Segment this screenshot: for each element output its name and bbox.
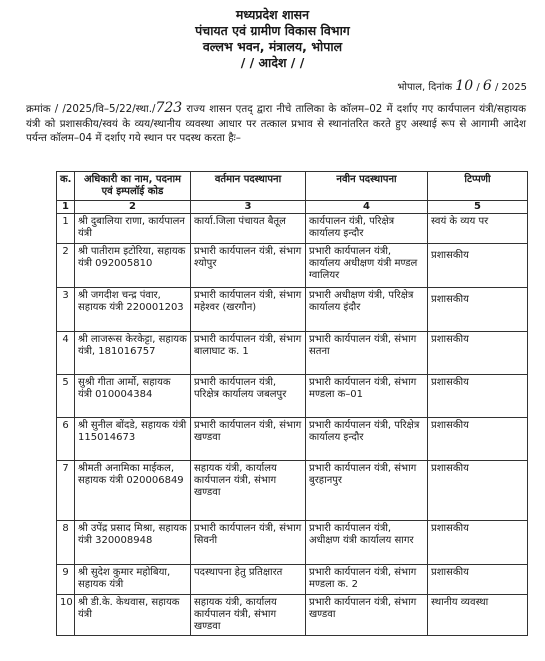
officer-cell: श्री सुनील बोंदडे, सहायक यंत्री 115014673 (75, 418, 191, 461)
serial-cell: 2 (57, 244, 75, 288)
table-row (57, 565, 528, 595)
serial-cell: 4 (57, 332, 75, 375)
officer-cell: श्री सुदेश कुमार महोबिया, सहायक यंत्री (75, 565, 191, 595)
order-paragraph (26, 101, 526, 146)
table-row (57, 375, 528, 418)
table-row (57, 418, 528, 461)
remark-cell: प्रशासकीय (428, 461, 528, 521)
current-posting-cell: प्रभारी कार्यपालन यंत्री, परिक्षेत्र कार्यालय जबलपुर (191, 375, 306, 418)
kramank-label: क्रमांक (26, 103, 51, 115)
date-month: 6 (482, 78, 492, 94)
new-posting-cell: प्रभारी कार्यपालन यंत्री, संभाग मण्डला क. 2 (306, 565, 428, 595)
header-new-posting: नवीन पदस्थापना (306, 172, 428, 201)
header-current-posting: वर्तमान पदस्थापना (191, 172, 306, 201)
remark-cell: प्रशासकीय (428, 288, 528, 332)
new-posting-cell: प्रभारी कार्यपालन यंत्री, परिक्षेत्र कार्यालय इन्दौर (306, 418, 428, 461)
new-posting-cell: प्रभारी अधीक्षण यंत्री, परिक्षेत्र कार्यालय इंदौर (306, 288, 428, 332)
new-posting-cell: प्रभारी कार्यपालन यंत्री, संभाग मण्डला क–01 (306, 375, 428, 418)
officer-cell: श्री उपेंद्र प्रसाद मिश्रा, सहायक यंत्री 320008948 (75, 521, 191, 565)
col-number: 5 (428, 201, 528, 214)
govt-title: मध्यप्रदेश शासन (235, 7, 310, 22)
serial-cell: 8 (57, 521, 75, 565)
date-day: 10 (455, 78, 474, 94)
officer-cell: श्री दुबालिया राणा, कार्यपालन यंत्री (75, 214, 191, 244)
serial-cell: 6 (57, 418, 75, 461)
header-officer: अधिकारी का नाम, पदनाम एवं इम्पलॉई कोड (75, 172, 191, 201)
remark-cell: प्रशासकीय (428, 244, 528, 288)
order-text: राज्य शासन एतद् द्वारा नीचे तालिका के कॉलम–02 में दर्शाए गए कार्यपालन यंत्री/सहायक यंत्री को प्रशासकीय/स्वयं के व्यय/स्थानीय व्यवस्था आधार पर तत्काल प्रभाव से स्थानांतरित करते हुए अस्थाई रूप से आगामी आदेश पर्यन्त कॉलम–04 में दर्शाए गये स्थान पर पदस्थ करता हैः– (26, 103, 527, 144)
table-row (57, 461, 528, 521)
date-line (397, 78, 527, 94)
transfer-table (56, 171, 528, 636)
column-number-row (57, 201, 528, 214)
new-posting-cell: कार्यपालन यंत्री, परिक्षेत्र कार्यालय इन्दौर (306, 214, 428, 244)
table-row (57, 521, 528, 565)
department-title: पंचायत एवं ग्रामीण विकास विभाग (195, 23, 350, 38)
current-posting-cell: प्रभारी कार्यपालन यंत्री, संभाग महेश्वर (खरगौन) (191, 288, 306, 332)
col-number: 1 (57, 201, 75, 214)
order-heading: / / आदेश / / (240, 55, 305, 70)
new-posting-cell: प्रभारी कार्यपालन यंत्री, संभाग बुरहानपुर (306, 461, 428, 521)
remark-cell: स्वयं के व्यय पर (428, 214, 528, 244)
officer-cell: श्री जगदीश चन्द्र पंवार, सहायक यंत्री 220001203 (75, 288, 191, 332)
officer-cell: श्री पातीराम इटोरिया, सहायक यंत्री 092005810 (75, 244, 191, 288)
remark-cell: प्रशासकीय (428, 565, 528, 595)
current-posting-cell: सहायक यंत्री, कार्यालय कार्यपालन यंत्री, संभाग खण्डवा (191, 595, 306, 636)
header-serial: क. (57, 172, 75, 201)
remark-cell: प्रशासकीय (428, 375, 528, 418)
officer-cell: श्री लाजरूस केरकेट्टा, सहायक यंत्री, 181016757 (75, 332, 191, 375)
date-prefix: भोपाल, दिनांक (397, 82, 453, 93)
remark-cell: प्रशासकीय (428, 521, 528, 565)
remark-cell: प्रशासकीय (428, 418, 528, 461)
current-posting-cell: पदस्थापना हेतु प्रतिक्षारत (191, 565, 306, 595)
current-posting-cell: कार्या.जिला पंचायत बैतूल (191, 214, 306, 244)
current-posting-cell: प्रभारी कार्यपालन यंत्री, संभाग सिवनी (191, 521, 306, 565)
table-row (57, 244, 528, 288)
office-address: वल्लभ भवन, मंत्रालय, भोपाल (202, 39, 343, 54)
table-header-row (57, 172, 528, 201)
kramank-number: 723 (155, 100, 183, 116)
serial-cell: 3 (57, 288, 75, 332)
officer-cell: श्री डी.के. केथवास, सहायक यंत्री (75, 595, 191, 636)
table-row (57, 332, 528, 375)
current-posting-cell: प्रभारी कार्यपालन यंत्री, संभाग बालाघाट क. 1 (191, 332, 306, 375)
kramank-prefix: / /2025/वि–5/22/स्था./ (54, 103, 156, 115)
table-row (57, 288, 528, 332)
new-posting-cell: प्रभारी कार्यपालन यंत्री, अधीक्षण यंत्री कार्यालय सागर (306, 521, 428, 565)
serial-cell: 1 (57, 214, 75, 244)
new-posting-cell: प्रभारी कार्यपालन यंत्री, संभाग सतना (306, 332, 428, 375)
date-separator: / (476, 82, 480, 93)
table-row (57, 595, 528, 636)
officer-cell: सुश्री गीता आर्मो, सहायक यंत्री 010004384 (75, 375, 191, 418)
current-posting-cell: प्रभारी कार्यपालन यंत्री, संभाग श्योपुर (191, 244, 306, 288)
remark-cell: स्थानीय व्यवस्था (428, 595, 528, 636)
remark-cell: प्रशासकीय (428, 332, 528, 375)
new-posting-cell: प्रभारी कार्यपालन यंत्री, संभाग खण्डवा (306, 595, 428, 636)
date-year: 2025 (501, 82, 527, 93)
header-remark: टिप्पणी (428, 172, 528, 201)
table-row (57, 214, 528, 244)
new-posting-cell: प्रभारी कार्यपालन यंत्री, कार्यालय अधीक्षण यंत्री मण्डल ग्वालियर (306, 244, 428, 288)
serial-cell: 7 (57, 461, 75, 521)
date-separator: / (494, 82, 499, 93)
col-number: 2 (75, 201, 191, 214)
serial-cell: 10 (57, 595, 75, 636)
col-number: 3 (191, 201, 306, 214)
current-posting-cell: सहायक यंत्री, कार्यालय कार्यपालन यंत्री, संभाग खण्डवा (191, 461, 306, 521)
officer-cell: श्रीमती अनामिका माईकल, सहायक यंत्री 020006849 (75, 461, 191, 521)
col-number: 4 (306, 201, 428, 214)
serial-cell: 9 (57, 565, 75, 595)
current-posting-cell: प्रभारी कार्यपालन यंत्री, संभाग खण्डवा (191, 418, 306, 461)
serial-cell: 5 (57, 375, 75, 418)
